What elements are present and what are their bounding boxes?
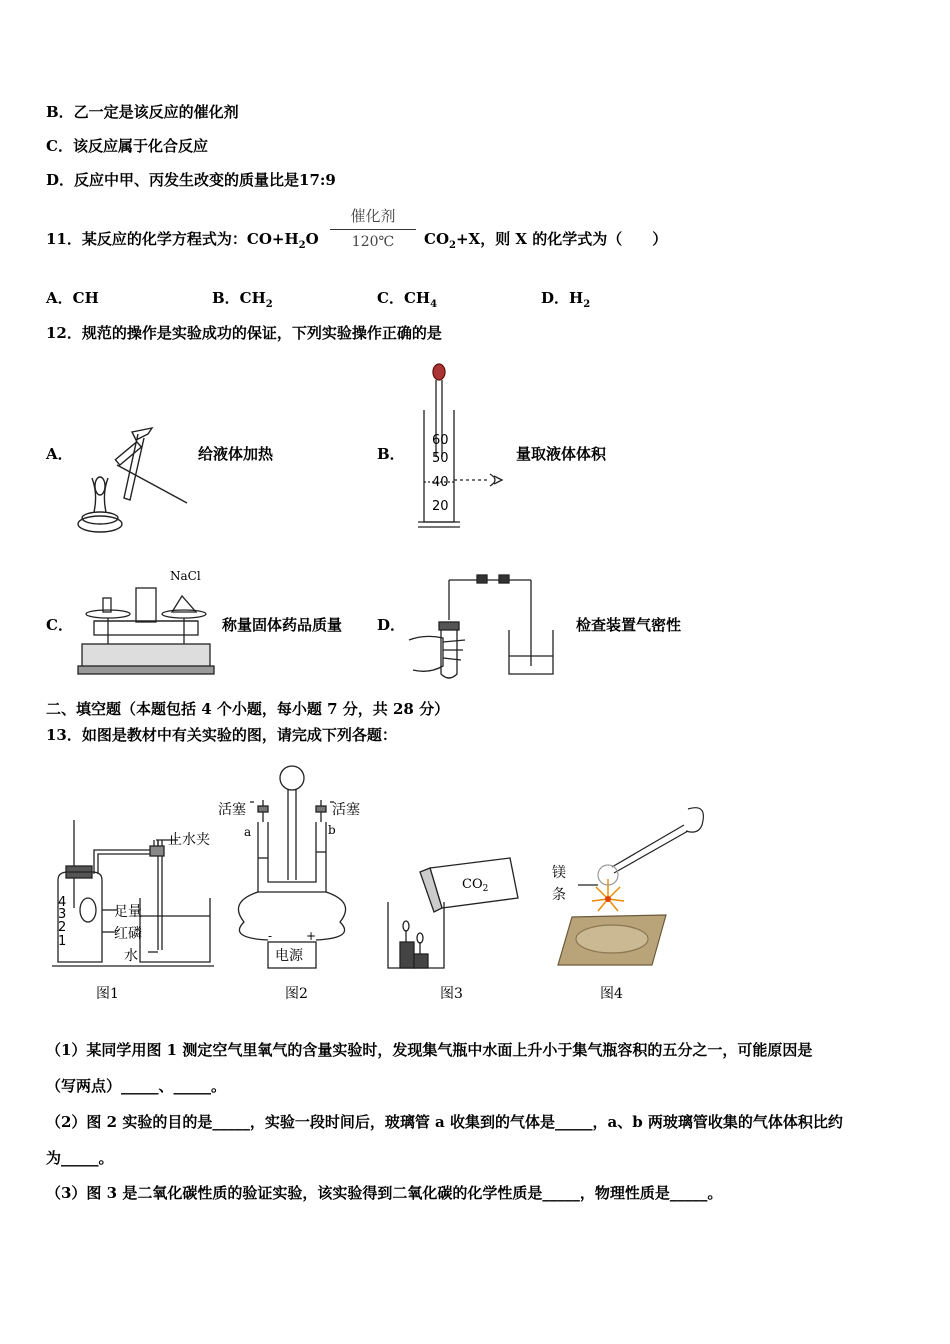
q11-stem-tail: $CO_2+X$，则 X 的化学式为（ ） xyxy=(424,230,668,251)
q11-option-c: C．$CH_4$ xyxy=(377,289,438,310)
q10-option-c: C．该反应属于化合反应 xyxy=(46,137,208,155)
fig4-mg-label-2: 条 xyxy=(552,887,566,903)
q11-reaction-condition xyxy=(330,206,416,252)
fig1-water-label: 水 xyxy=(124,948,138,964)
q12-c-text: 称量固体药品质量 xyxy=(222,616,343,634)
q12-d-text: 检查装置气密性 xyxy=(576,616,682,634)
fig1-clamp-label: 止水夹 xyxy=(168,832,210,848)
heating-liquid-figure xyxy=(72,420,197,545)
q13-part2-line2: 为_____。 xyxy=(46,1149,114,1167)
q11-option-d: D．$H_2$ xyxy=(541,289,591,310)
fig2-minus: - xyxy=(268,929,273,943)
fig2-tube-a: a xyxy=(244,825,252,839)
fig4-magnesium-burning xyxy=(548,795,718,975)
q10-option-d: D．反应中甲、丙发生改变的质量比是17:9 xyxy=(46,171,336,189)
fig1-mark-2: 2 xyxy=(58,920,67,935)
q12-b-letter: B． xyxy=(377,445,405,463)
section-title: 二、填空题（本题包括 4 个小题，每小题 7 分，共 28 分） xyxy=(46,700,450,718)
fig4-caption: 图4 xyxy=(600,986,623,1002)
q11-temperature: 120℃ xyxy=(351,234,395,250)
q12-c-letter: C． xyxy=(46,616,73,634)
nacl-label: NaCl xyxy=(170,569,201,583)
cyl-mark-60: 60 xyxy=(432,433,449,448)
fig2-tube-b: b xyxy=(328,823,336,837)
cyl-mark-50: 50 xyxy=(432,451,449,466)
cyl-mark-40: 40 xyxy=(432,475,449,490)
q13-part3-line1: （3）图 3 是二氧化碳性质的验证实验，该实验得到二氧化碳的化学性质是_____，物理性质是_____。 xyxy=(46,1184,723,1202)
balance-figure xyxy=(76,566,218,678)
fig3-co2-properties xyxy=(380,850,525,975)
q13-part1-line1: （1）某同学用图 1 测定空气里氧气的含量实验时，发现集气瓶中水面上升小于集气瓶容积的五分之一，可能原因是 xyxy=(46,1041,813,1059)
fig1-mark-4: 4 xyxy=(58,895,67,910)
fig2-stopcock-left: 活塞 xyxy=(218,802,246,818)
fig2-power-label: 电源 xyxy=(275,948,303,964)
fig1-phos-label-1: 足量 xyxy=(114,904,142,920)
q12-stem: 12．规范的操作是实验成功的保证，下列实验操作正确的是 xyxy=(46,324,442,342)
fig2-stopcock-right: 活塞 xyxy=(332,802,360,818)
airtightness-figure xyxy=(405,570,560,682)
q11-option-a: A．CH xyxy=(46,289,99,307)
q11-option-b: B．$CH_2$ xyxy=(212,289,273,310)
fig3-co2-label: $CO_2$ xyxy=(462,877,489,894)
q12-a-text: 给液体加热 xyxy=(198,445,274,463)
q12-d-letter: D． xyxy=(377,616,406,634)
q11-catalyst: 催化剂 xyxy=(350,207,396,225)
q13-part1-line2: （写两点）_____、_____。 xyxy=(46,1077,227,1095)
q11-stem: 11．某反应的化学方程式为：$CO+H_2O$ xyxy=(46,230,319,251)
q10-option-b: B．乙一定是该反应的催化剂 xyxy=(46,103,239,121)
fig2-caption: 图2 xyxy=(285,986,308,1002)
fig1-mark-3: 3 xyxy=(58,907,67,922)
fig1-mark-1: 1 xyxy=(58,934,67,949)
q13-stem: 13．如图是教材中有关实验的图，请完成下列各题： xyxy=(46,726,397,744)
cyl-mark-20: 20 xyxy=(432,499,449,514)
fig4-mg-label-1: 镁 xyxy=(552,865,566,881)
q12-a-letter: A． xyxy=(46,445,73,463)
graduated-cylinder-figure xyxy=(410,362,515,532)
fig2-water-electrolysis xyxy=(218,762,368,977)
fig1-phos-label-2: 红磷 xyxy=(114,926,142,942)
fig1-oxygen-measurement xyxy=(48,800,228,972)
q13-part2-line1: （2）图 2 实验的目的是_____，实验一段时间后，玻璃管 a 收集到的气体是_____，a、b 两玻璃管收集的气体体积比约 xyxy=(46,1113,843,1131)
q12-b-text: 量取液体体积 xyxy=(516,445,607,463)
fig3-caption: 图3 xyxy=(440,986,463,1002)
fig1-caption: 图1 xyxy=(96,986,119,1002)
fig2-plus: + xyxy=(306,929,317,943)
